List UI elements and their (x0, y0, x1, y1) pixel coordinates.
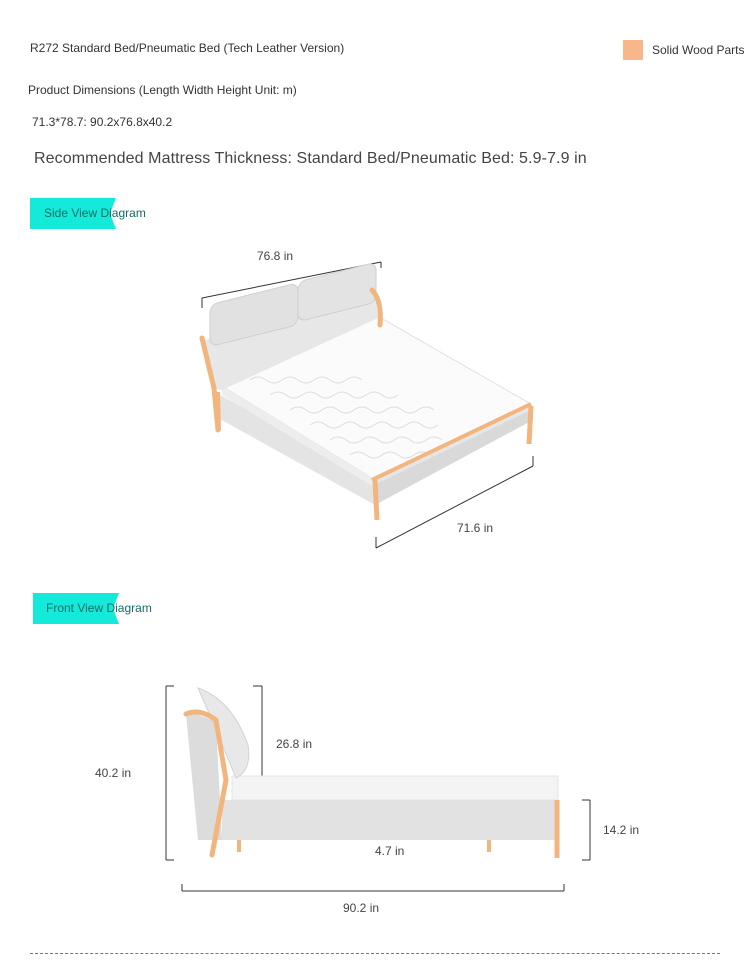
front-length-dimension-line (182, 884, 564, 891)
front-bed-base (222, 800, 558, 840)
headboard-height-label: 26.8 in (276, 737, 313, 751)
legend-label: Solid Wood Parts (652, 43, 745, 57)
total-height-bracket (166, 686, 174, 860)
bottom-dashed-divider (30, 953, 720, 954)
side-height-bracket (582, 800, 590, 860)
mattress-thickness-note: Recommended Mattress Thickness: Standard Bed/Pneumatic Bed: 5.9-7.9 in (34, 150, 587, 167)
side-height-label: 14.2 in (603, 823, 640, 837)
product-title: R272 Standard Bed/Pneumatic Bed (Tech Leather Version) (30, 41, 345, 55)
dimensions-heading: Product Dimensions (Length Width Height Unit: m) (28, 83, 297, 97)
front-view-tag-label: Front View Diagram (46, 601, 152, 615)
dimensions-value: 71.3*78.7: 90.2x76.8x40.2 (32, 115, 173, 129)
side-length-label: 71.6 in (457, 521, 494, 535)
clearance-label: 4.7 in (375, 844, 405, 858)
front-length-label: 90.2 in (343, 901, 380, 915)
side-view-tag-label: Side View Diagram (44, 206, 146, 220)
front-mattress (232, 776, 558, 800)
side-width-label: 76.8 in (257, 249, 294, 263)
total-height-label: 40.2 in (95, 766, 132, 780)
